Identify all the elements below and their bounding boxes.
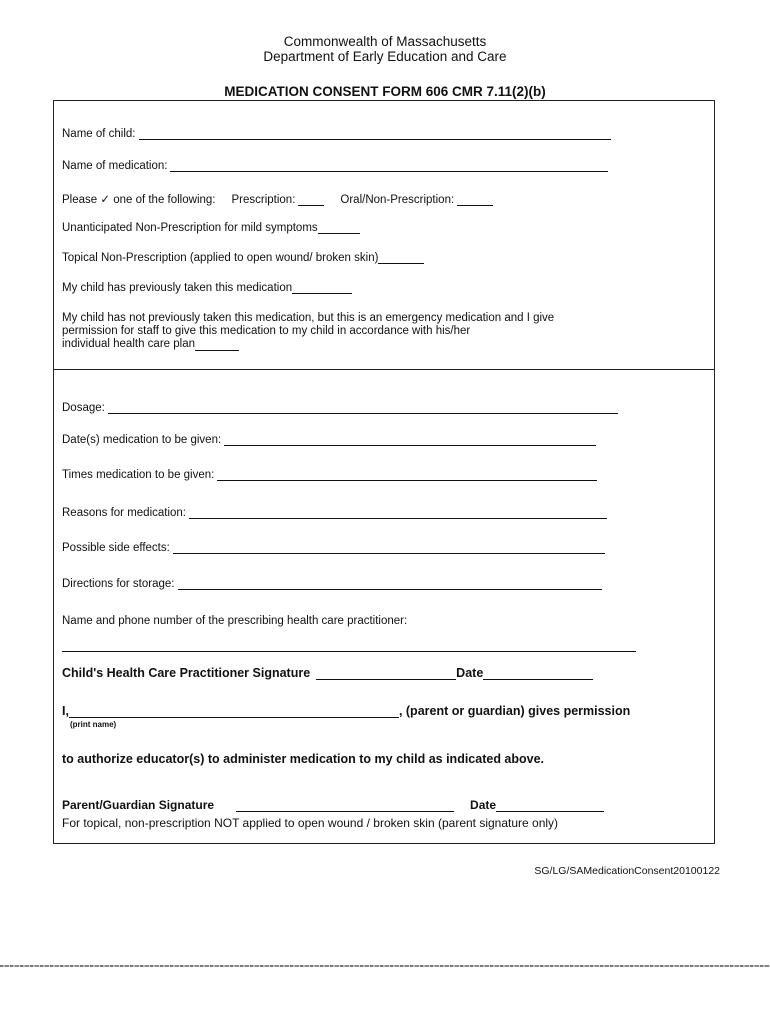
practitioner-signature-line[interactable] <box>316 668 456 680</box>
topical-row <box>62 252 424 264</box>
topical-note: For topical, non-prescription NOT applied to open wound / broken skin (parent signature only) <box>62 816 559 830</box>
medication-name-label: Name of medication: <box>62 160 168 172</box>
dates-field[interactable] <box>62 434 596 446</box>
child-name-label: Name of child: <box>62 128 136 140</box>
org-line-2: Department of Early Education and Care <box>263 49 507 64</box>
reasons-label: Reasons for medication: <box>62 507 187 519</box>
times-field[interactable] <box>62 469 597 481</box>
emergency-line-1: My child has not previously taken this medication, but this is an emergency medication and I give <box>62 312 555 324</box>
previously-taken-row <box>62 282 352 294</box>
dosage-label: Dosage: <box>62 402 105 414</box>
dosage-line[interactable] <box>108 402 618 414</box>
previously-taken-check-line[interactable] <box>292 282 352 294</box>
child-name-line[interactable] <box>139 128 611 140</box>
parent-date-line[interactable] <box>496 800 604 812</box>
please-check-label: Please ✓ one of the following: <box>62 194 216 206</box>
side-effects-line[interactable] <box>173 542 605 554</box>
prescription-label: Prescription: <box>231 194 296 206</box>
parent-signature-label: Parent/Guardian Signature <box>62 798 215 812</box>
topical-check-line[interactable] <box>378 252 424 264</box>
i-label: I, <box>62 704 69 718</box>
practitioner-signature-row <box>62 666 593 680</box>
practitioner-line[interactable] <box>62 640 636 652</box>
topical-label: Topical Non-Prescription (applied to open wound/ broken skin) <box>62 252 379 264</box>
practitioner-date-label: Date <box>456 666 484 680</box>
practitioner-label: Name and phone number of the prescribing health care practitioner: <box>62 615 408 627</box>
dates-line[interactable] <box>224 434 596 446</box>
scan-artifact-line <box>0 965 770 967</box>
print-name-caption: (print name) <box>70 720 117 729</box>
form-title: MEDICATION CONSENT FORM 606 CMR 7.11(2)(b) <box>224 84 546 99</box>
storage-label: Directions for storage: <box>62 578 175 590</box>
oral-non-prescription-label: Oral/Non-Prescription: <box>340 194 455 206</box>
reasons-field[interactable] <box>62 507 607 519</box>
medication-name-line[interactable] <box>170 160 608 172</box>
medication-type-row <box>62 192 493 206</box>
permission-row <box>62 704 630 718</box>
times-label: Times medication to be given: <box>62 469 215 481</box>
child-name-field[interactable] <box>62 128 611 140</box>
unanticipated-row <box>62 222 360 234</box>
storage-field[interactable] <box>62 578 602 590</box>
practitioner-date-line[interactable] <box>483 668 593 680</box>
authorize-statement: to authorize educator(s) to administer medication to my child as indicated above. <box>62 752 545 766</box>
form-code: SG/LG/SAMedicationConsent20100122 <box>534 865 720 877</box>
side-effects-label: Possible side effects: <box>62 542 170 554</box>
emergency-medication-paragraph <box>62 312 702 351</box>
parent-signature-row <box>62 798 604 812</box>
parent-signature-line[interactable] <box>236 800 454 812</box>
dosage-field[interactable] <box>62 402 618 414</box>
gives-permission-label: , (parent or guardian) gives permission <box>398 704 631 718</box>
org-line-1: Commonwealth of Massachusetts <box>283 34 487 49</box>
practitioner-signature-label: Child's Health Care Practitioner Signature <box>62 666 311 680</box>
times-line[interactable] <box>217 469 597 481</box>
unanticipated-label: Unanticipated Non-Prescription for mild symptoms <box>62 222 318 234</box>
prescription-check-line[interactable] <box>298 194 324 206</box>
medication-name-field[interactable] <box>62 160 608 172</box>
oral-non-prescription-check-line[interactable] <box>457 194 493 206</box>
unanticipated-check-line[interactable] <box>318 222 360 234</box>
print-name-line[interactable] <box>69 706 399 718</box>
reasons-line[interactable] <box>189 507 607 519</box>
emergency-line-3 <box>62 338 702 351</box>
dates-label: Date(s) medication to be given: <box>62 434 222 446</box>
health-care-plan-label: individual health care plan <box>62 338 195 350</box>
storage-line[interactable] <box>178 578 602 590</box>
health-care-plan-check-line[interactable] <box>195 339 239 351</box>
emergency-line-2: permission for staff to give this medication to my child in accordance with his/her <box>62 325 471 337</box>
previously-taken-label: My child has previously taken this medication <box>62 282 293 294</box>
parent-date-label: Date <box>470 798 497 812</box>
side-effects-field[interactable] <box>62 542 605 554</box>
